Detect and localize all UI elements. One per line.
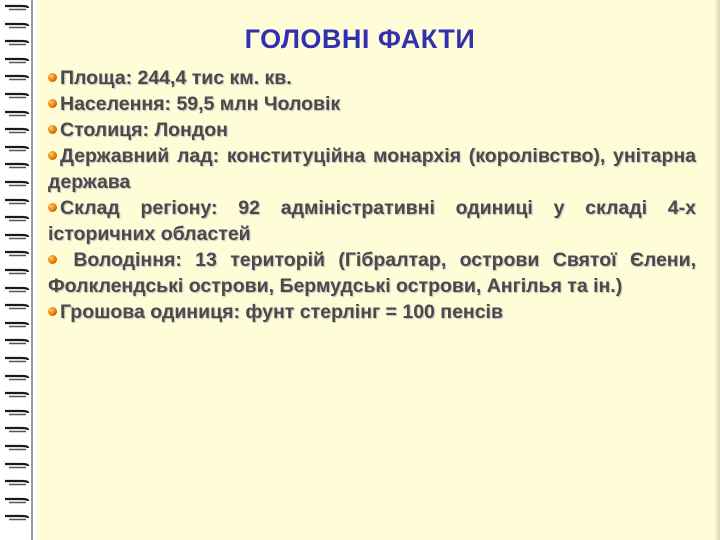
binding-ring-icon: [4, 514, 30, 521]
fact-text: Грошова одиниця: фунт стерлінг = 100 пенсів: [60, 301, 503, 323]
bullet-icon: [48, 151, 57, 160]
binding-ring-icon: [4, 391, 30, 398]
binding-ring-icon: [4, 4, 30, 11]
binding-ring-icon: [4, 250, 30, 257]
binding-ring-icon: [4, 39, 30, 46]
bullet-icon: [48, 255, 57, 264]
fact-text: Населення: 59,5 млн Чоловік: [60, 93, 341, 115]
binding-ring-icon: [4, 303, 30, 310]
fact-population: [48, 91, 696, 117]
facts-list: [48, 65, 696, 325]
binding-ring-icon: [4, 215, 30, 222]
binding-ring-icon: [4, 22, 30, 29]
binding-ring-icon: [4, 162, 30, 169]
binding-ring-icon: [4, 426, 30, 433]
fact-government: [48, 143, 696, 195]
page-edge-shadow: [714, 0, 720, 540]
binding-ring-icon: [4, 92, 30, 99]
spiral-binding-icon: [4, 4, 34, 540]
binding-ring-icon: [4, 479, 30, 486]
fact-composition: [48, 195, 696, 247]
fact-text: Столиця: Лондон: [60, 119, 228, 141]
binding-ring-icon: [4, 356, 30, 363]
binding-ring-icon: [4, 57, 30, 64]
fact-possessions: [48, 247, 696, 299]
binding-ring-icon: [4, 127, 30, 134]
fact-area: [48, 65, 696, 91]
binding-ring-icon: [4, 145, 30, 152]
binding-ring-icon: [4, 286, 30, 293]
binding-ring-icon: [4, 110, 30, 117]
fact-currency: [48, 299, 696, 325]
fact-text: Площа: 244,4 тис км. кв.: [60, 67, 292, 89]
fact-text: Склад регіону: 92 адміністративні одиниці у складі 4-х історичних областей: [48, 197, 696, 245]
bullet-icon: [48, 307, 57, 316]
bullet-icon: [48, 203, 57, 212]
binding-ring-icon: [4, 180, 30, 187]
bullet-icon: [48, 73, 57, 82]
binding-ring-icon: [4, 321, 30, 328]
fact-capital: [48, 117, 696, 143]
binding-ring-icon: [4, 497, 30, 504]
binding-ring-icon: [4, 74, 30, 81]
fact-text: Державний лад: конституційна монархія (королівство), унітарна держава: [48, 145, 696, 193]
binding-ring-icon: [4, 233, 30, 240]
binding-ring-icon: [4, 462, 30, 469]
bullet-icon: [48, 99, 57, 108]
fact-text: Володіння: 13 територій (Гібралтар, острови Святої Єлени, Фолклендські острови, Бермудські острови, Ангілья та ін.): [48, 249, 696, 297]
binding-ring-icon: [4, 268, 30, 275]
bullet-icon: [48, 125, 57, 134]
slide-title: ГОЛОВНІ ФАКТИ: [244, 24, 476, 54]
binding-ring-icon: [4, 374, 30, 381]
binding-ring-icon: [4, 409, 30, 416]
binding-ring-icon: [4, 444, 30, 451]
binding-ring-icon: [4, 338, 30, 345]
binding-ring-icon: [4, 198, 30, 205]
